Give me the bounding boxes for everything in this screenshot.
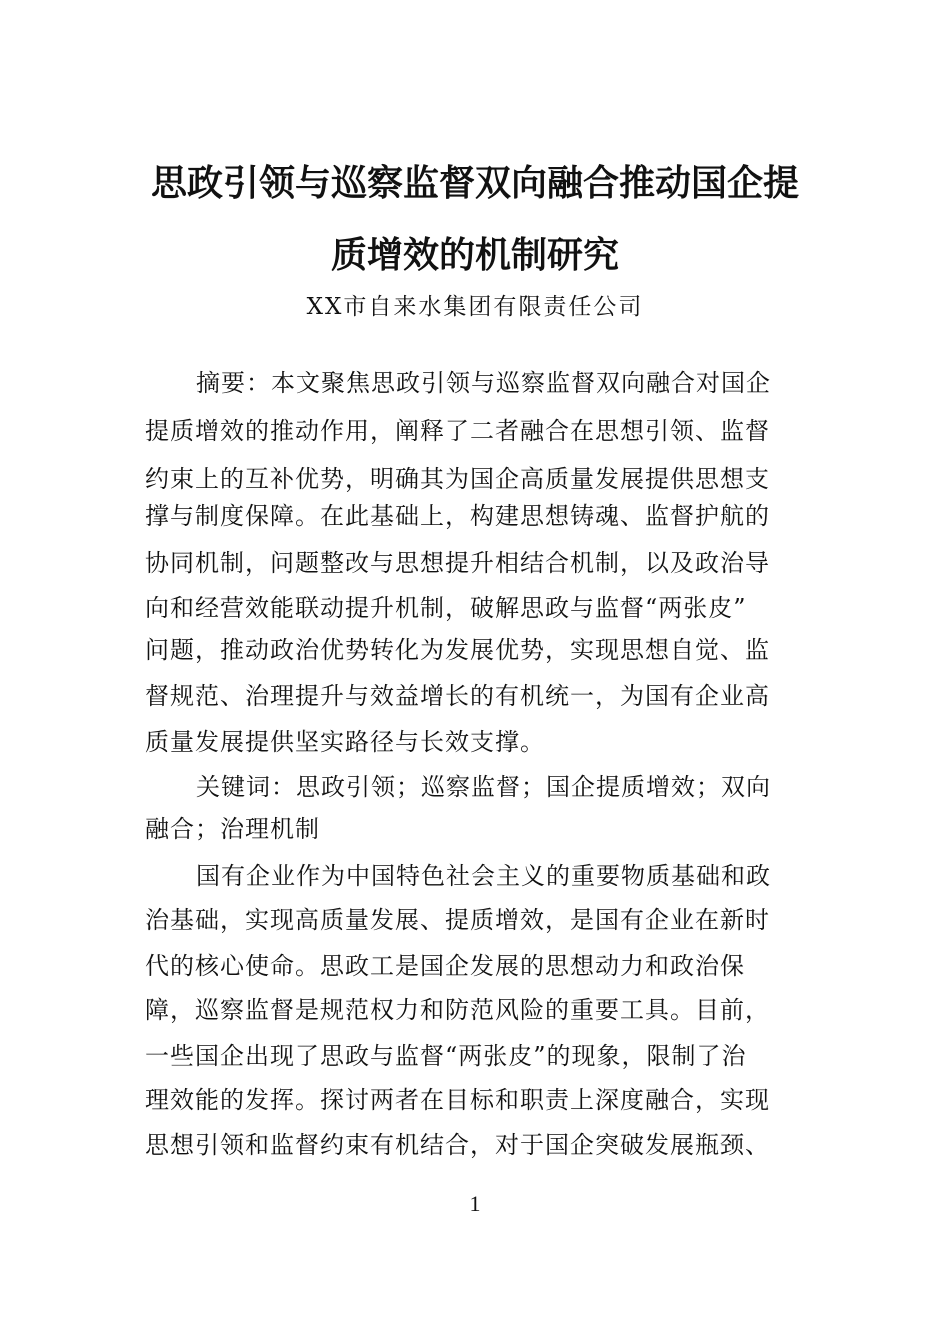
keywords-line: 关键词：思政引领；巡察监督；国企提质增效；双向 [196,773,771,801]
organization-name: XX市自来水集团有限责任公司 [306,294,644,320]
body-line: 国有企业作为中国特色社会主义的重要物质基础和政 [196,862,771,890]
abstract-line: 撑与制度保障。在此基础上，构建思想铸魂、监督护航的 [145,502,770,530]
abstract-line: 问题，推动政治优势转化为发展优势，实现思想自觉、监 [145,636,770,664]
abstract-line: 督规范、治理提升与效益增长的有机统一，为国有企业高 [145,682,770,710]
abstract-line: 质量发展提供坚实路径与长效支撑。 [145,728,545,756]
keywords-line: 融合；治理机制 [145,815,320,843]
body-line: 障，巡察监督是规范权力和防范风险的重要工具。目前， [145,996,770,1024]
abstract-line: 摘要：本文聚焦思政引领与巡察监督双向融合对国企 [196,369,771,397]
abstract-line: 协同机制，问题整改与思想提升相结合机制，以及政治导 [145,549,770,577]
document-title-line-1: 思政引领与巡察监督双向融合推动国企提 [150,162,799,204]
body-line: 一些国企出现了思政与监督“两张皮”的现象，限制了治 [145,1042,747,1070]
abstract-line: 向和经营效能联动提升机制，破解思政与监督“两张皮” [145,594,747,622]
body-line: 理效能的发挥。探讨两者在目标和职责上深度融合，实现 [145,1086,770,1114]
body-line: 代的核心使命。思政工是国企发展的思想动力和政治保 [145,952,745,980]
document-title-line-2: 质增效的机制研究 [330,234,619,276]
abstract-line: 提质增效的推动作用，阐释了二者融合在思想引领、监督 [145,417,770,445]
body-line: 思想引领和监督约束有机结合，对于国企突破发展瓶颈、 [145,1131,770,1159]
body-line: 治基础，实现高质量发展、提质增效，是国有企业在新时 [145,906,770,934]
page-number: 1 [469,1191,481,1216]
abstract-line: 约束上的互补优势，明确其为国企高质量发展提供思想支 [145,465,770,493]
